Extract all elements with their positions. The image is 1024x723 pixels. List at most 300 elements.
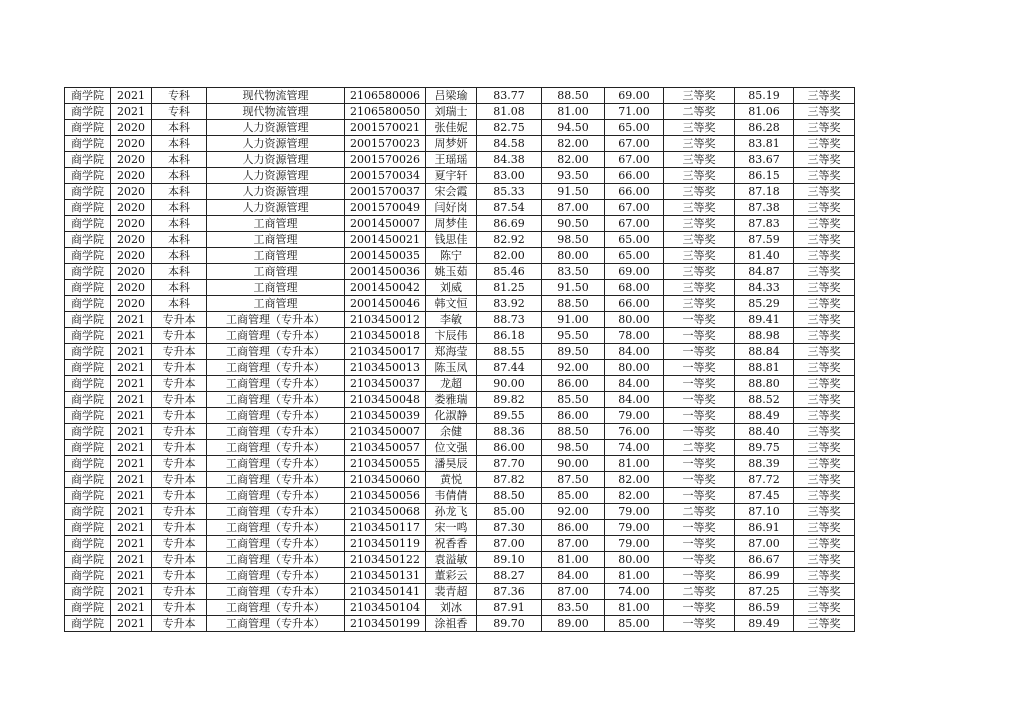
year-cell: 2021 [111,104,152,120]
major-cell: 工商管理（专升本） [207,360,345,376]
student-name-cell: 宋会霞 [426,184,477,200]
college-cell: 商学院 [65,504,111,520]
table-row [65,536,855,552]
total-score-cell: 86.28 [735,120,794,136]
major-cell: 工商管理（专升本） [207,536,345,552]
student-id-cell: 2106580050 [345,104,426,120]
award-cell: 三等奖 [664,136,735,152]
table-row [65,344,855,360]
level-cell: 本科 [152,248,207,264]
year-cell: 2021 [111,88,152,104]
table-row [65,568,855,584]
year-cell: 2021 [111,472,152,488]
score-cell: 92.00 [542,360,605,376]
award-cell: 一等奖 [664,408,735,424]
total-score-cell: 87.59 [735,232,794,248]
final-award-cell: 三等奖 [794,184,855,200]
final-award-cell: 三等奖 [794,296,855,312]
final-award-cell: 三等奖 [794,552,855,568]
table-row [65,296,855,312]
total-score-cell: 88.80 [735,376,794,392]
student-name-cell: 王瑶瑶 [426,152,477,168]
award-cell: 一等奖 [664,328,735,344]
score-cell: 90.50 [542,216,605,232]
level-cell: 专升本 [152,344,207,360]
level-cell: 专科 [152,88,207,104]
student-name-cell: 涂祖香 [426,616,477,632]
award-cell: 一等奖 [664,600,735,616]
score-cell: 87.54 [477,200,542,216]
student-name-cell: 钱思佳 [426,232,477,248]
table-row [65,328,855,344]
year-cell: 2021 [111,376,152,392]
score-cell: 91.50 [542,184,605,200]
final-award-cell: 三等奖 [794,440,855,456]
score-cell: 87.36 [477,584,542,600]
student-name-cell: 张佳妮 [426,120,477,136]
student-name-cell: 黄悦 [426,472,477,488]
student-id-cell: 2001450046 [345,296,426,312]
score-cell: 84.58 [477,136,542,152]
award-cell: 三等奖 [664,184,735,200]
college-cell: 商学院 [65,184,111,200]
score-cell: 89.55 [477,408,542,424]
score-cell: 82.75 [477,120,542,136]
college-cell: 商学院 [65,584,111,600]
score-cell: 83.92 [477,296,542,312]
award-cell: 二等奖 [664,440,735,456]
level-cell: 专升本 [152,456,207,472]
student-id-cell: 2103450131 [345,568,426,584]
student-name-cell: 董彩云 [426,568,477,584]
score-cell: 83.00 [477,168,542,184]
score-cell: 85.00 [477,504,542,520]
score-cell: 81.25 [477,280,542,296]
score-cell: 86.00 [477,440,542,456]
score-cell: 88.50 [477,488,542,504]
level-cell: 本科 [152,152,207,168]
student-name-cell: 刘威 [426,280,477,296]
score-cell: 86.69 [477,216,542,232]
score-cell: 89.10 [477,552,542,568]
total-score-cell: 88.81 [735,360,794,376]
student-name-cell: 余健 [426,424,477,440]
award-cell: 一等奖 [664,360,735,376]
total-score-cell: 87.00 [735,536,794,552]
award-cell: 一等奖 [664,344,735,360]
score-cell: 84.00 [605,344,664,360]
award-cell: 三等奖 [664,152,735,168]
award-cell: 三等奖 [664,280,735,296]
table-row [65,104,855,120]
score-cell: 81.00 [542,552,605,568]
score-cell: 69.00 [605,264,664,280]
year-cell: 2021 [111,424,152,440]
table-row [65,552,855,568]
score-cell: 81.08 [477,104,542,120]
student-id-cell: 2103450012 [345,312,426,328]
score-cell: 79.00 [605,520,664,536]
college-cell: 商学院 [65,424,111,440]
total-score-cell: 83.81 [735,136,794,152]
table-row [65,168,855,184]
level-cell: 本科 [152,264,207,280]
student-name-cell: 陈玉凤 [426,360,477,376]
score-cell: 87.44 [477,360,542,376]
level-cell: 本科 [152,120,207,136]
year-cell: 2021 [111,344,152,360]
score-cell: 87.50 [542,472,605,488]
table-row [65,152,855,168]
college-cell: 商学院 [65,104,111,120]
student-id-cell: 2103450037 [345,376,426,392]
total-score-cell: 87.38 [735,200,794,216]
award-cell: 三等奖 [664,232,735,248]
score-cell: 81.00 [605,600,664,616]
final-award-cell: 三等奖 [794,504,855,520]
college-cell: 商学院 [65,520,111,536]
student-name-cell: 龙超 [426,376,477,392]
final-award-cell: 三等奖 [794,152,855,168]
total-score-cell: 87.10 [735,504,794,520]
score-cell: 83.50 [542,600,605,616]
score-cell: 82.00 [605,472,664,488]
college-cell: 商学院 [65,552,111,568]
student-id-cell: 2103450055 [345,456,426,472]
award-cell: 一等奖 [664,376,735,392]
major-cell: 工商管理（专升本） [207,584,345,600]
total-score-cell: 89.41 [735,312,794,328]
level-cell: 专升本 [152,552,207,568]
award-cell: 一等奖 [664,616,735,632]
level-cell: 专升本 [152,408,207,424]
score-cell: 67.00 [605,152,664,168]
score-cell: 87.00 [542,536,605,552]
score-cell: 88.50 [542,424,605,440]
college-cell: 商学院 [65,216,111,232]
score-cell: 85.33 [477,184,542,200]
table-row [65,520,855,536]
student-name-cell: 宋一鸣 [426,520,477,536]
award-cell: 三等奖 [664,88,735,104]
level-cell: 专升本 [152,472,207,488]
student-id-cell: 2001450021 [345,232,426,248]
major-cell: 人力资源管理 [207,200,345,216]
student-id-cell: 2103450039 [345,408,426,424]
student-id-cell: 2103450018 [345,328,426,344]
student-name-cell: 刘瑞士 [426,104,477,120]
score-cell: 89.82 [477,392,542,408]
score-cell: 78.00 [605,328,664,344]
score-cell: 80.00 [605,312,664,328]
score-cell: 67.00 [605,200,664,216]
score-cell: 84.00 [542,568,605,584]
score-cell: 88.36 [477,424,542,440]
major-cell: 工商管理（专升本） [207,408,345,424]
student-id-cell: 2103450057 [345,440,426,456]
award-cell: 一等奖 [664,392,735,408]
college-cell: 商学院 [65,440,111,456]
college-cell: 商学院 [65,264,111,280]
score-cell: 84.38 [477,152,542,168]
level-cell: 本科 [152,232,207,248]
student-id-cell: 2103450048 [345,392,426,408]
year-cell: 2021 [111,488,152,504]
level-cell: 专升本 [152,424,207,440]
score-cell: 85.46 [477,264,542,280]
award-cell: 一等奖 [664,520,735,536]
total-score-cell: 86.67 [735,552,794,568]
level-cell: 本科 [152,296,207,312]
level-cell: 本科 [152,168,207,184]
year-cell: 2020 [111,152,152,168]
total-score-cell: 86.99 [735,568,794,584]
level-cell: 专升本 [152,376,207,392]
major-cell: 工商管理（专升本） [207,440,345,456]
table-row [65,136,855,152]
college-cell: 商学院 [65,136,111,152]
final-award-cell: 三等奖 [794,280,855,296]
student-id-cell: 2001450042 [345,280,426,296]
table-row [65,264,855,280]
score-cell: 81.00 [605,456,664,472]
student-id-cell: 2001570023 [345,136,426,152]
year-cell: 2021 [111,520,152,536]
college-cell: 商学院 [65,328,111,344]
award-cell: 三等奖 [664,264,735,280]
table-row [65,616,855,632]
level-cell: 专升本 [152,360,207,376]
award-cell: 二等奖 [664,584,735,600]
student-name-cell: 位文强 [426,440,477,456]
score-cell: 80.00 [542,248,605,264]
score-cell: 68.00 [605,280,664,296]
major-cell: 工商管理（专升本） [207,312,345,328]
college-cell: 商学院 [65,536,111,552]
student-name-cell: 卞辰伟 [426,328,477,344]
final-award-cell: 三等奖 [794,472,855,488]
final-award-cell: 三等奖 [794,392,855,408]
major-cell: 工商管理（专升本） [207,376,345,392]
level-cell: 专升本 [152,504,207,520]
score-cell: 87.00 [542,200,605,216]
score-cell: 88.50 [542,88,605,104]
total-score-cell: 89.75 [735,440,794,456]
final-award-cell: 三等奖 [794,536,855,552]
year-cell: 2021 [111,408,152,424]
final-award-cell: 三等奖 [794,264,855,280]
year-cell: 2020 [111,184,152,200]
year-cell: 2021 [111,568,152,584]
total-score-cell: 87.45 [735,488,794,504]
score-cell: 87.00 [542,584,605,600]
student-id-cell: 2103450060 [345,472,426,488]
year-cell: 2021 [111,584,152,600]
final-award-cell: 三等奖 [794,120,855,136]
score-cell: 92.00 [542,504,605,520]
student-id-cell: 2103450056 [345,488,426,504]
year-cell: 2020 [111,296,152,312]
student-name-cell: 姚玉茹 [426,264,477,280]
table-row [65,456,855,472]
score-cell: 94.50 [542,120,605,136]
student-name-cell: 韩文恒 [426,296,477,312]
student-id-cell: 2001570037 [345,184,426,200]
final-award-cell: 三等奖 [794,584,855,600]
level-cell: 专升本 [152,440,207,456]
score-cell: 86.00 [542,408,605,424]
table-row [65,504,855,520]
level-cell: 专升本 [152,488,207,504]
college-cell: 商学院 [65,120,111,136]
year-cell: 2021 [111,328,152,344]
score-cell: 84.00 [605,392,664,408]
award-cell: 二等奖 [664,504,735,520]
score-cell: 88.55 [477,344,542,360]
score-cell: 82.00 [605,488,664,504]
award-cell: 一等奖 [664,488,735,504]
table-row [65,280,855,296]
score-cell: 93.50 [542,168,605,184]
score-cell: 89.00 [542,616,605,632]
major-cell: 工商管理 [207,232,345,248]
student-id-cell: 2103450017 [345,344,426,360]
final-award-cell: 三等奖 [794,248,855,264]
year-cell: 2020 [111,280,152,296]
final-award-cell: 三等奖 [794,344,855,360]
total-score-cell: 88.49 [735,408,794,424]
score-cell: 82.00 [477,248,542,264]
award-cell: 三等奖 [664,216,735,232]
score-cell: 65.00 [605,232,664,248]
year-cell: 2021 [111,504,152,520]
score-cell: 82.92 [477,232,542,248]
table-row [65,600,855,616]
score-cell: 71.00 [605,104,664,120]
score-cell: 91.00 [542,312,605,328]
level-cell: 专升本 [152,536,207,552]
year-cell: 2021 [111,552,152,568]
score-cell: 76.00 [605,424,664,440]
student-id-cell: 2001450035 [345,248,426,264]
score-cell: 79.00 [605,536,664,552]
college-cell: 商学院 [65,456,111,472]
student-id-cell: 2103450199 [345,616,426,632]
total-score-cell: 86.59 [735,600,794,616]
score-cell: 87.91 [477,600,542,616]
score-cell: 86.18 [477,328,542,344]
award-cell: 三等奖 [664,120,735,136]
award-cell: 一等奖 [664,312,735,328]
total-score-cell: 87.72 [735,472,794,488]
major-cell: 工商管理（专升本） [207,504,345,520]
score-cell: 91.50 [542,280,605,296]
college-cell: 商学院 [65,296,111,312]
major-cell: 工商管理 [207,280,345,296]
student-name-cell: 韦倩倩 [426,488,477,504]
level-cell: 本科 [152,184,207,200]
year-cell: 2020 [111,264,152,280]
total-score-cell: 85.29 [735,296,794,312]
final-award-cell: 三等奖 [794,232,855,248]
score-cell: 87.70 [477,456,542,472]
student-name-cell: 潘昊辰 [426,456,477,472]
student-name-cell: 周梦妍 [426,136,477,152]
level-cell: 本科 [152,216,207,232]
student-name-cell: 孙龙飞 [426,504,477,520]
award-cell: 一等奖 [664,456,735,472]
table-row [65,88,855,104]
total-score-cell: 81.06 [735,104,794,120]
major-cell: 人力资源管理 [207,168,345,184]
total-score-cell: 84.87 [735,264,794,280]
year-cell: 2021 [111,600,152,616]
total-score-cell: 88.52 [735,392,794,408]
score-cell: 83.50 [542,264,605,280]
final-award-cell: 三等奖 [794,600,855,616]
major-cell: 工商管理（专升本） [207,552,345,568]
level-cell: 专升本 [152,392,207,408]
award-cell: 三等奖 [664,200,735,216]
major-cell: 人力资源管理 [207,136,345,152]
final-award-cell: 三等奖 [794,520,855,536]
score-cell: 95.50 [542,328,605,344]
award-cell: 三等奖 [664,168,735,184]
total-score-cell: 87.18 [735,184,794,200]
level-cell: 专升本 [152,312,207,328]
score-cell: 86.00 [542,520,605,536]
table-row [65,360,855,376]
table-row [65,472,855,488]
college-cell: 商学院 [65,248,111,264]
student-id-cell: 2103450007 [345,424,426,440]
score-cell: 66.00 [605,296,664,312]
score-cell: 85.00 [605,616,664,632]
year-cell: 2020 [111,168,152,184]
final-award-cell: 三等奖 [794,424,855,440]
score-cell: 81.00 [605,568,664,584]
student-name-cell: 夏宇轩 [426,168,477,184]
total-score-cell: 87.83 [735,216,794,232]
major-cell: 工商管理（专升本） [207,600,345,616]
award-cell: 一等奖 [664,552,735,568]
table-row [65,488,855,504]
total-score-cell: 88.84 [735,344,794,360]
final-award-cell: 三等奖 [794,136,855,152]
student-name-cell: 李敏 [426,312,477,328]
college-cell: 商学院 [65,152,111,168]
total-score-cell: 84.33 [735,280,794,296]
student-name-cell: 刘冰 [426,600,477,616]
score-cell: 67.00 [605,136,664,152]
year-cell: 2021 [111,360,152,376]
table-row [65,312,855,328]
score-cell: 82.00 [542,152,605,168]
year-cell: 2020 [111,136,152,152]
year-cell: 2021 [111,312,152,328]
final-award-cell: 三等奖 [794,88,855,104]
student-id-cell: 2103450104 [345,600,426,616]
score-cell: 69.00 [605,88,664,104]
major-cell: 人力资源管理 [207,184,345,200]
major-cell: 现代物流管理 [207,104,345,120]
final-award-cell: 三等奖 [794,408,855,424]
major-cell: 工商管理（专升本） [207,344,345,360]
major-cell: 现代物流管理 [207,88,345,104]
year-cell: 2020 [111,200,152,216]
student-id-cell: 2001570026 [345,152,426,168]
table-row [65,248,855,264]
